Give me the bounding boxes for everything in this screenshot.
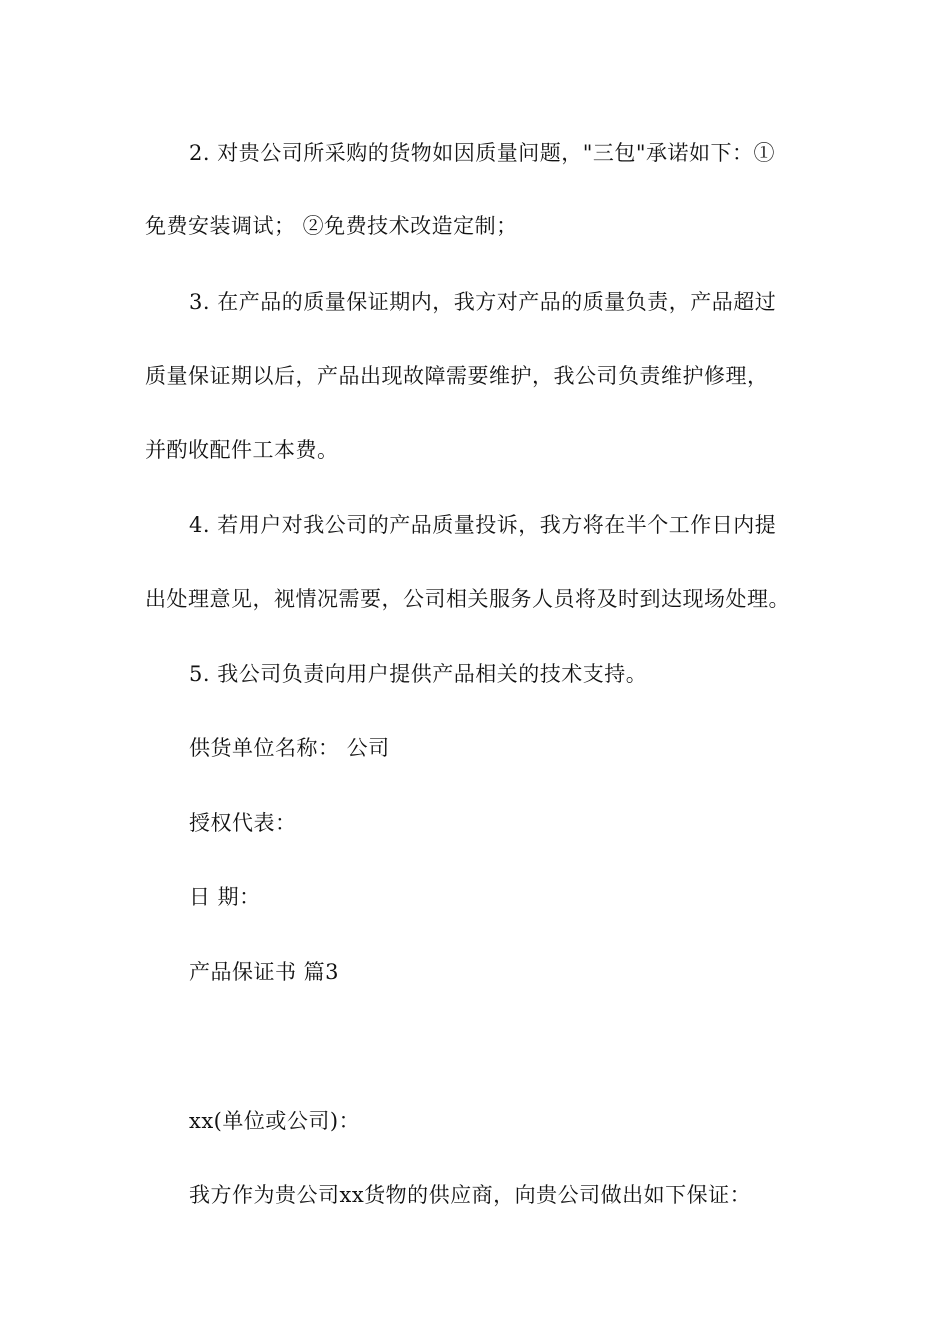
paragraph-4-line-2: 出处理意见，视情况需要，公司相关服务人员将及时到达现场处理。 (145, 587, 790, 611)
section-heading: 产品保证书 篇3 (189, 960, 340, 984)
date-line: 日 期： (189, 885, 261, 909)
paragraph-2-line-1: 2. 对贵公司所采购的货物如因质量问题，"三包"承诺如下：① (189, 141, 776, 165)
supplier-name-line: 供货单位名称： 公司 (189, 736, 390, 760)
paragraph-3-line-2: 质量保证期以后，产品出现故障需要维护，我公司负责维护修理， (145, 364, 769, 388)
authorized-representative-line: 授权代表： (189, 811, 297, 835)
paragraph-4-line-1: 4. 若用户对我公司的产品质量投诉，我方将在半个工作日内提 (189, 513, 777, 537)
addressee-line: xx(单位或公司)： (189, 1109, 361, 1133)
paragraph-2-line-2: 免费安装调试； ②免费技术改造定制； (145, 214, 518, 238)
paragraph-5: 5. 我公司负责向用户提供产品相关的技术支持。 (189, 662, 648, 686)
guarantee-intro-line: 我方作为贵公司xx货物的供应商，向贵公司做出如下保证： (189, 1183, 752, 1207)
paragraph-3-line-1: 3. 在产品的质量保证期内，我方对产品的质量负责，产品超过 (189, 290, 777, 314)
paragraph-3-line-3: 并酌收配件工本费。 (145, 438, 339, 462)
